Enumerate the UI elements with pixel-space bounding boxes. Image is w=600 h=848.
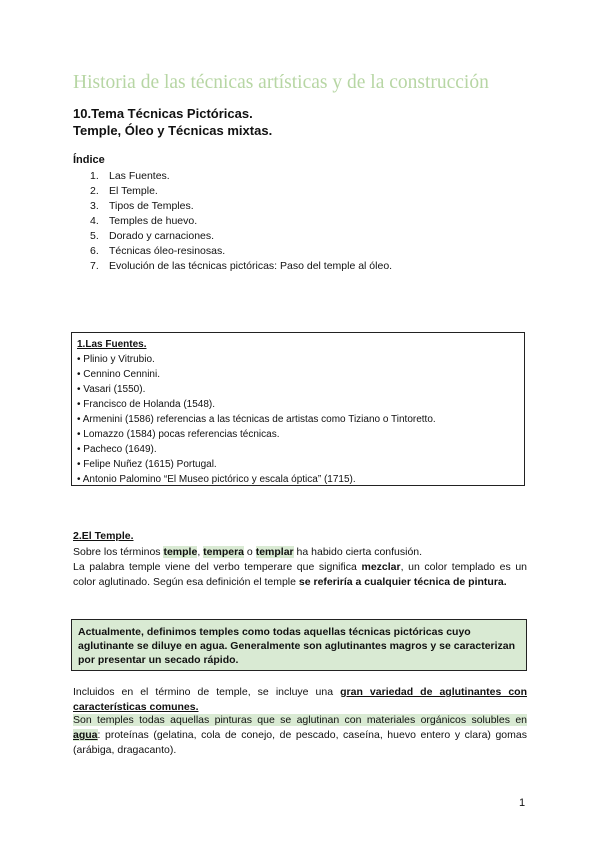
text-run: o <box>244 546 256 558</box>
index-item-number: 2. <box>90 185 99 197</box>
index-item-label: Tipos de Temples. <box>109 200 194 212</box>
page-number: 1 <box>519 797 526 809</box>
index-item-number: 3. <box>90 200 99 212</box>
fuentes-item: • Lomazzo (1584) pocas referencias técnicas. <box>77 429 280 440</box>
index-item-label: Dorado y carnaciones. <box>109 230 215 242</box>
text-run: ha habido cierta confusión. <box>293 546 423 558</box>
temple-paragraph-materiales <box>73 713 527 758</box>
emphasis-text: se referiría a cualquier técnica de pintura. <box>298 576 507 588</box>
emphasis-text: gran variedad de aglutinantes con características comunes. <box>73 686 528 713</box>
index-item-number: 5. <box>90 230 99 242</box>
term-templar: templar <box>255 546 294 558</box>
fuentes-item: • Felipe Nuñez (1615) Portugal. <box>77 459 217 470</box>
index-heading: Índice <box>73 154 105 166</box>
topic-heading <box>73 105 272 139</box>
temple-paragraph-definition <box>73 560 527 590</box>
fuentes-item: • Vasari (1550). <box>77 384 146 395</box>
term-temple: temple <box>163 546 198 558</box>
temple-section-title: 2.El Temple. <box>73 530 134 542</box>
index-item <box>73 184 392 199</box>
index-item <box>73 244 392 259</box>
topic-heading-line-1: 10.Tema Técnicas Pictóricas. <box>73 106 253 121</box>
fuentes-item: • Antonio Palomino “El Museo pictórico y escala óptica” (1715). <box>77 474 356 485</box>
index-item-label: Temples de huevo. <box>109 215 198 227</box>
document-title: Historia de las técnicas artísticas y de la construcción <box>73 72 489 93</box>
text-run: , un color templado es un color aglutinado. Según esa definición el temple <box>73 561 528 588</box>
index-item <box>73 199 392 214</box>
temple-paragraph-terms <box>73 545 527 560</box>
term-tempera: tempera <box>203 546 245 558</box>
index-item-number: 1. <box>90 170 99 182</box>
text-run: Sobre los términos <box>73 546 164 558</box>
index-item <box>73 259 392 274</box>
index-item-number: 6. <box>90 245 99 257</box>
definition-callout: Actualmente, definimos temples como todas aquellas técnicas pictóricas cuyo aglutinante se diluye en agua. Generalmente son aglutinantes magros y se caracterizan por presentar un secado rápido. <box>71 619 527 671</box>
highlighted-text: Son temples todas aquellas pinturas que se aglutinan con materiales orgánicos solubles en <box>73 714 527 726</box>
index-item <box>73 169 392 184</box>
index-list <box>73 169 392 274</box>
text-run: Incluidos en el término de temple, se incluye una <box>73 686 341 698</box>
fuentes-item: • Pacheco (1649). <box>77 444 157 455</box>
fuentes-box <box>71 332 525 486</box>
index-item-number: 4. <box>90 215 99 227</box>
fuentes-item: • Plinio y Vitrubio. <box>77 354 155 365</box>
index-item-number: 7. <box>90 260 99 272</box>
text-run: , <box>197 546 204 558</box>
index-item-label: Evolución de las técnicas pictóricas: Paso del temple al óleo. <box>109 260 393 272</box>
index-item <box>73 229 392 244</box>
fuentes-item: • Cennino Cennini. <box>77 369 160 380</box>
text-run: La palabra temple viene del verbo temperare que significa <box>73 561 362 573</box>
fuentes-title: 1.Las Fuentes. <box>77 339 147 350</box>
term-mezclar: mezclar <box>361 561 401 573</box>
fuentes-item: • Armenini (1586) referencias a las técnicas de artistas como Tiziano o Tintoretto. <box>77 414 436 425</box>
index-item <box>73 214 392 229</box>
index-item-label: Técnicas óleo-resinosas. <box>109 245 226 257</box>
term-agua: agua <box>73 729 98 741</box>
temple-paragraph-aglutinantes <box>73 685 527 715</box>
index-item-label: El Temple. <box>109 185 158 197</box>
fuentes-item: • Francisco de Holanda (1548). <box>77 399 216 410</box>
text-run: : proteínas (gelatina, cola de conejo, de pescado, caseína, huevo entero y clara) gomas (arábiga, dragacanto). <box>73 729 527 756</box>
index-item-label: Las Fuentes. <box>109 170 170 182</box>
topic-heading-line-2: Temple, Óleo y Técnicas mixtas. <box>73 123 273 138</box>
